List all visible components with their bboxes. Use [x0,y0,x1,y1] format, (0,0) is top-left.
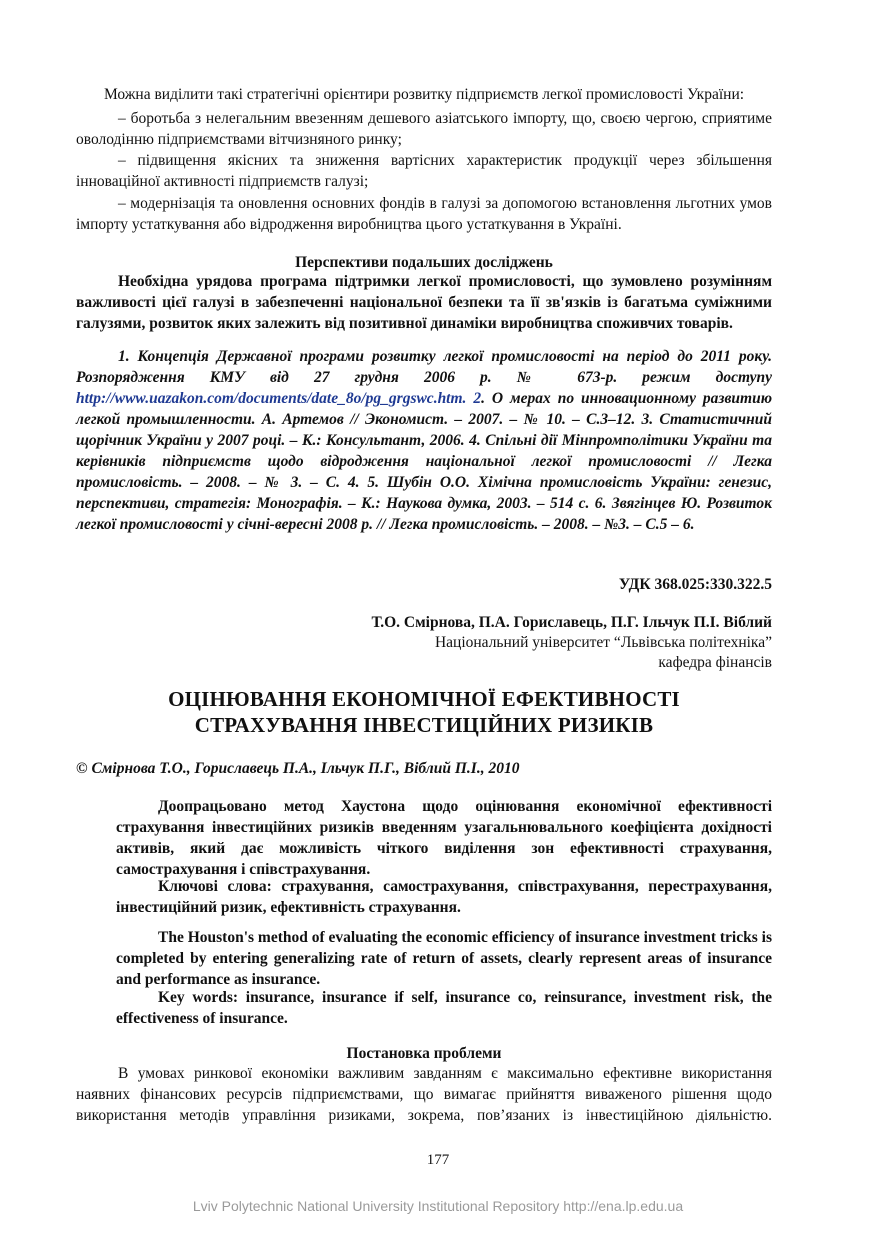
abstract-ukrainian: Доопрацьовано метод Хаустона щодо оцінювання економічної ефективності страхування інвестиційних ризиків введенням узагальнювального коефіцієнта дохідності активів, який дає можливість чіткого виділення зон ефективності страхування, самострахування і співстрахування. [116,798,772,878]
strategies-lead: Можна виділити такі стратегічні орієнтири розвитку підприємств легкої промисловості України: [103,86,745,103]
problem-text: В умовах ринкової економіки важливим завданням є максимально ефективне використання наявних фінансових ресурсів підприємствами, що вимагає прийняття виваженого рішення щодо використання методів управління ризиками, зокрема, пов’язаних із інвестиційною діяльністю. [76,1065,772,1124]
repository-footer: Lviv Polytechnic National University Institutional Repository http://ena.lp.edu.ua [192,1198,684,1214]
affiliation-department: кафедра фінансів [658,654,772,671]
strategy-item-2: – підвищення якісних та зниження вартісних характеристик продукції через збільшення інноваційної активності підприємств галузі; [76,152,772,190]
copyright-line: © Смірнова Т.О., Гориславець П.А., Ільчук П.Г., Віблий П.І., 2010 [76,760,520,777]
abstract-english: The Houston's method of evaluating the economic efficiency of insurance investment tricks is completed by entering generalizing rate of return of assets, clearly represent areas of insurance and performance as insurance. [116,929,772,988]
authors: Т.О. Смірнова, П.А. Гориславець, П.Г. Ільчук П.І. Віблий [371,614,772,631]
reference-link[interactable]: http://www.uazakon.com/documents/date_8o/pg_grgswc.htm. 2 [76,390,482,407]
reference-text-2: . О мерах по инновационному развитию легкой промышленности. А. Артемов // Экономист. – 2007. – № 10. – С.3–12. 3. Статистичний щорічник України у 2007 році. – К.: Консультант, 2006. 4. Спільні дії Мінпромполітики України та керівників підприємств щодо відродження національної легкої промисловості // Легка промисловість. – 2008. – № 3. – С. 4. 5. Шубін О.О. Хімічна промисловість України: генезис, перспективи, стратегія: Монографія. – К.: Наукова думка, 2003. – 514 с. 6. Звягінцев Ю. Розвиток легкої промисловості у січні-вересні 2008 р. // Легка промисловість. – 2008. – №3. – С.5 – 6. [76,390,773,533]
strategy-item-1: – боротьба з нелегальним ввезенням дешевого азіатського імпорту, що, своєю чергою, сприятиме оволодінню підприємствами вітчизняного ринку; [76,110,772,148]
affiliation-university: Національний університет “Львівська політехніка” [434,634,772,651]
reference-text-1: 1. Концепція Державної програми розвитку легкої промисловості на період до 2011 року. Розпорядження КМУ від 27 грудня 2006 р. № 673-р. режим доступу [76,348,772,386]
prospects-heading: Перспективи подальших досліджень [295,254,553,271]
strategy-item-3: – модернізація та оновлення основних фондів в галузі за допомогою встановлення льготних умов імпорту устаткування або відродження виробництва цього устаткування в Україні. [76,195,772,233]
prospects-text: Необхідна урядова програма підтримки легкої промисловості, що зумовлено розумінням важливості цієї галузі в забезпеченні національної безпеки та її зв'язків із багатьма суміжними галузями, розвиток яких залежить від позитивної динаміки виробництва споживчих товарів. [76,273,772,332]
keywords-english: Key words: insurance, insurance if self, insurance co, reinsurance, investment risk, the effectiveness of insurance. [116,989,772,1027]
references-list [76,346,772,535]
udc-code: УДК 368.025:330.322.5 [618,576,772,593]
problem-heading: Постановка проблеми [346,1045,502,1062]
article-title-line-1: ОЦІНЮВАННЯ ЕКОНОМІЧНОЇ ЕФЕКТИВНОСТІ [168,687,680,711]
keywords-ukrainian: Ключові слова: страхування, самострахування, співстрахування, перестрахування, інвестиційний ризик, ефективність страхування. [116,878,772,916]
page-number: 177 [426,1152,450,1168]
article-title-line-2: СТРАХУВАННЯ ІНВЕСТИЦІЙНИХ РИЗИКІВ [194,713,654,737]
